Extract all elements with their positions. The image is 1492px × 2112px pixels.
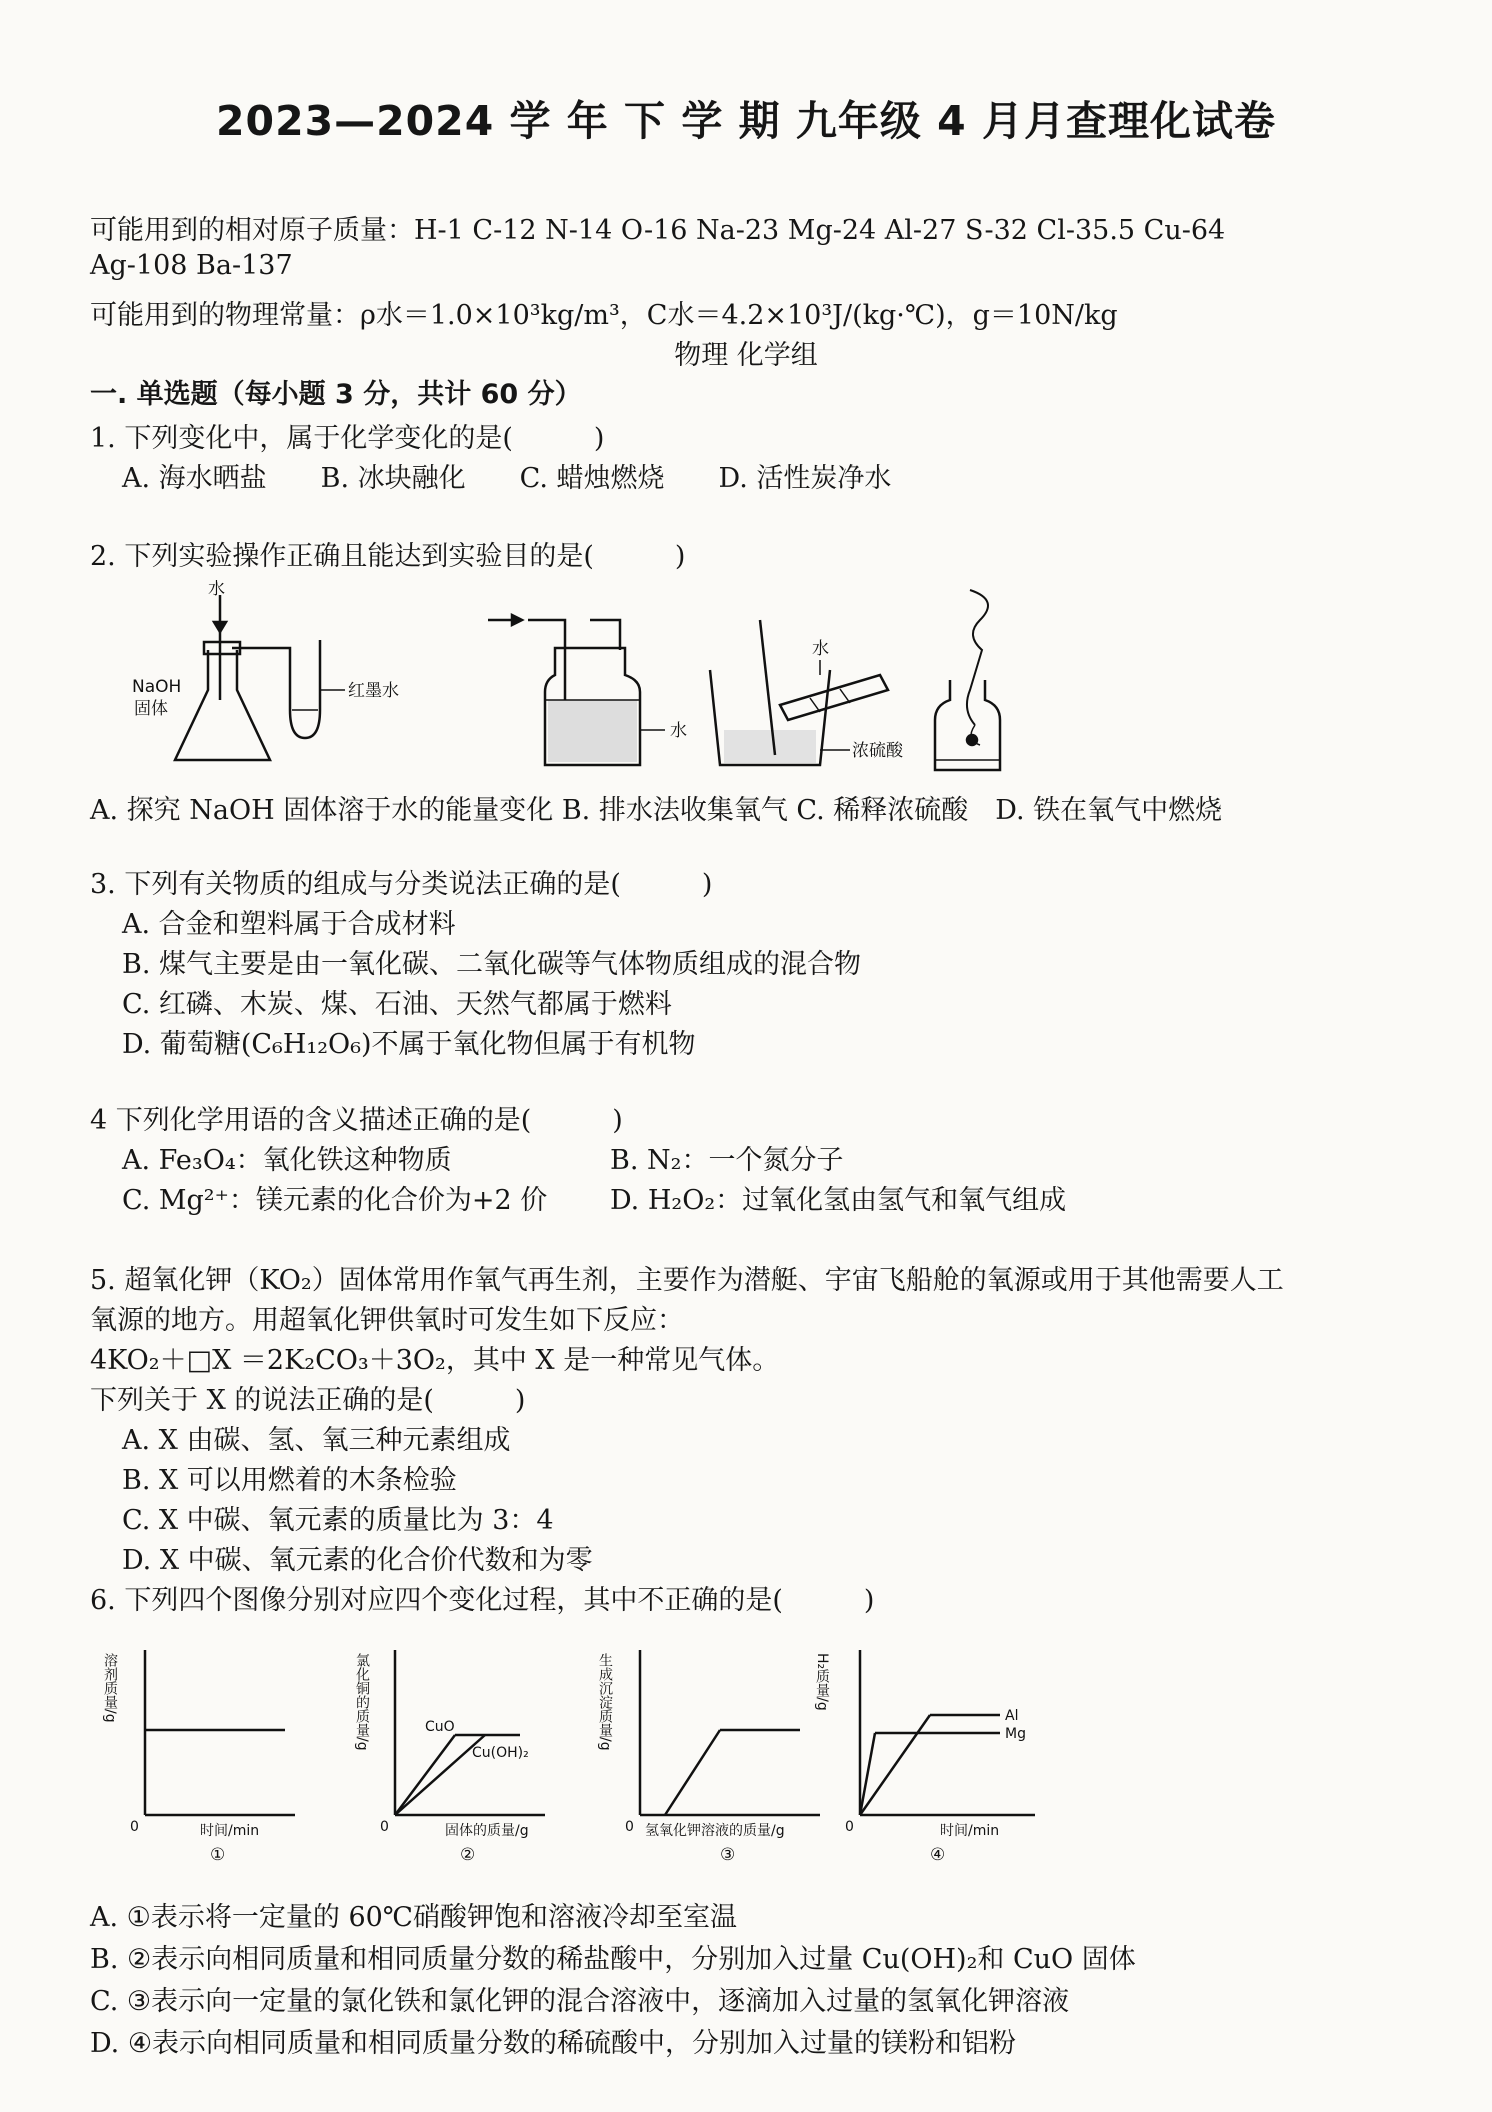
q6-option-a: A. ①表示将一定量的 60℃硝酸钾饱和溶液冷却至室温 <box>90 1902 738 1933</box>
graph-1 <box>145 1650 295 1815</box>
q5-option-b: B. X 可以用燃着的木条检验 <box>122 1465 457 1496</box>
q3-option-d: D. 葡萄糖(C₆H₁₂O₆)不属于氧化物但属于有机物 <box>122 1029 696 1060</box>
figure-a-flask-utube <box>175 595 345 760</box>
q3-option-c: C. 红磷、木炭、煤、石油、天然气都属于燃料 <box>122 989 672 1020</box>
fig-a-solid-label: 固体 <box>134 699 168 719</box>
physical-constants: 可能用到的物理常量：ρ水＝1.0×10³kg/m³，C水＝4.2×10³J/(kg·℃)，g＝10N/kg <box>90 300 1118 331</box>
q4-option-d: D. H₂O₂：过氧化氢由氢气和氧气组成 <box>610 1185 1067 1216</box>
fig-c-acid-label: 浓硫酸 <box>852 741 903 761</box>
graph-4-series-mg: Mg <box>1005 1726 1026 1742</box>
q4-option-b: B. N₂：一个氮分子 <box>610 1145 844 1176</box>
q6-graphs <box>100 1635 1100 1870</box>
graph-4-origin: 0 <box>845 1819 854 1835</box>
graph-3-origin: 0 <box>625 1819 634 1835</box>
graph-1-number: ① <box>210 1845 226 1865</box>
graph-4-ylabel: H₂质量/g <box>814 1653 830 1711</box>
atomic-masses-line-1: 可能用到的相对原子质量：H-1 C-12 N-14 O-16 Na-23 Mg-24 Al-27 S-32 Cl-35.5 Cu-64 <box>90 215 1226 246</box>
q5-stem-line1: 5. 超氧化钾（KO₂）固体常用作氧气再生剂，主要作为潜艇、宇宙飞船舱的氧源或用于其他需要人工 <box>90 1265 1284 1296</box>
q6-option-c: C. ③表示向一定量的氯化铁和氯化钾的混合溶液中，逐滴加入过量的氢氧化钾溶液 <box>90 1986 1070 2017</box>
fig-a-water-label: 水 <box>208 580 225 599</box>
graph-2-origin: 0 <box>380 1819 389 1835</box>
q5-question: 下列关于 X 的说法正确的是( ) <box>90 1385 526 1416</box>
q2-apparatus-figures <box>120 580 1380 780</box>
q4-option-c: C. Mg²⁺：镁元素的化合价为+2 价 <box>122 1185 548 1216</box>
figure-b-gas-bottle <box>488 615 665 765</box>
q5-option-d: D. X 中碳、氧元素的化合价代数和为零 <box>122 1545 593 1576</box>
q3-stem: 3. 下列有关物质的组成与分类说法正确的是( ) <box>90 869 713 900</box>
q6-option-d: D. ④表示向相同质量和相同质量分数的稀硫酸中，分别加入过量的镁粉和铝粉 <box>90 2028 1017 2059</box>
q6-stem: 6. 下列四个图像分别对应四个变化过程，其中不正确的是( ) <box>90 1585 875 1616</box>
graph-4-series-al: Al <box>1005 1708 1019 1724</box>
q5-stem-line2: 氧源的地方。用超氧化钾供氧时可发生如下反应： <box>90 1305 684 1336</box>
section-title: 一. 单选题（每小题 3 分，共计 60 分） <box>90 379 582 410</box>
graph-1-origin: 0 <box>130 1819 139 1835</box>
graph-2 <box>395 1650 545 1815</box>
q5-option-a: A. X 由碳、氢、氧三种元素组成 <box>122 1425 511 1456</box>
fig-a-naoh-label: NaOH <box>132 677 182 697</box>
page-title: 2023—2024 学 年 下 学 期 九年级 4 月月查理化试卷 <box>216 97 1276 145</box>
graph-2-series-cuo: CuO <box>425 1719 455 1735</box>
fig-b-water-label: 水 <box>670 721 687 741</box>
fig-a-red-ink-label: 红墨水 <box>348 681 399 701</box>
q4-stem: 4 下列化学用语的含义描述正确的是( ) <box>90 1105 623 1136</box>
atomic-masses-line-2: Ag-108 Ba-137 <box>90 250 293 281</box>
graph-1-ylabel: 溶剂质量/g <box>102 1653 118 1723</box>
q4-option-a: A. Fe₃O₄：氧化铁这种物质 <box>122 1145 452 1176</box>
q3-option-b: B. 煤气主要是由一氧化碳、二氧化碳等气体物质组成的混合物 <box>122 949 862 980</box>
group-label: 物理 化学组 <box>674 340 818 371</box>
q1-options: A. 海水晒盐 B. 冰块融化 C. 蜡烛燃烧 D. 活性炭净水 <box>122 463 892 494</box>
graph-3-xlabel: 氢氧化钾溶液的质量/g <box>645 1823 785 1839</box>
graph-2-series-cuoh2: Cu(OH)₂ <box>472 1745 529 1761</box>
q5-option-c: C. X 中碳、氧元素的质量比为 3：4 <box>122 1505 554 1536</box>
q6-option-b: B. ②表示向相同质量和相同质量分数的稀盐酸中，分别加入过量 Cu(OH)₂和 CuO 固体 <box>90 1944 1136 1975</box>
graph-4-xlabel: 时间/min <box>940 1823 1000 1839</box>
graph-3-number: ③ <box>720 1845 736 1865</box>
graph-3 <box>640 1650 820 1815</box>
fig-c-water-label: 水 <box>812 639 829 659</box>
graph-4-number: ④ <box>930 1845 946 1865</box>
q1-stem: 1. 下列变化中，属于化学变化的是( ) <box>90 423 605 454</box>
graph-2-number: ② <box>460 1845 476 1865</box>
q2-options: A. 探究 NaOH 固体溶于水的能量变化 B. 排水法收集氧气 C. 稀释浓硫酸 D. 铁在氧气中燃烧 <box>90 795 1223 826</box>
q5-equation: 4KO₂＋□X ＝2K₂CO₃＋3O₂，其中 X 是一种常见气体。 <box>90 1345 780 1376</box>
graph-2-xlabel: 固体的质量/g <box>445 1823 529 1839</box>
graph-1-xlabel: 时间/min <box>200 1823 260 1839</box>
q2-stem: 2. 下列实验操作正确且能达到实验目的是( ) <box>90 541 686 572</box>
graph-2-ylabel: 氯化铜的质量/g <box>354 1653 370 1751</box>
q3-option-a: A. 合金和塑料属于合成材料 <box>122 909 456 940</box>
graph-3-ylabel: 生成沉淀质量/g <box>597 1653 613 1751</box>
figure-d-iron-burning <box>935 590 1000 770</box>
